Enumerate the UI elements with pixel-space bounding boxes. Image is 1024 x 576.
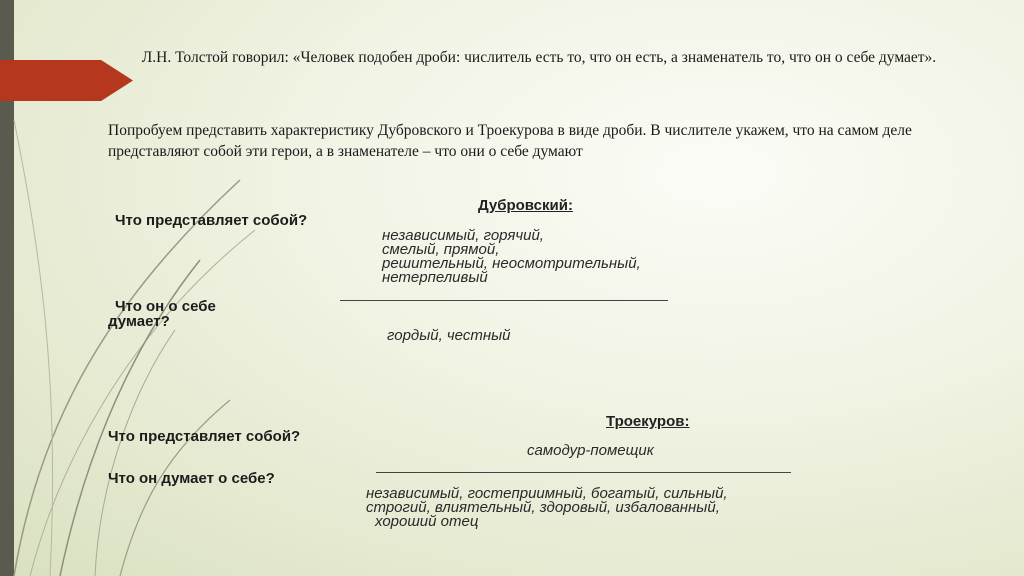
dubrovsky-question-2a: Что он о себе <box>115 298 216 315</box>
troekurov-numerator: самодур-помещик <box>527 442 654 459</box>
tolstoy-quote: Л.Н. Толстой говорил: «Человек подобен дроби: числитель есть то, что он есть, а знаменатель то, что он о себе думает». <box>141 49 937 66</box>
dubrovsky-numerator-4: нетерпеливый <box>382 269 488 286</box>
dubrovsky-denominator: гордый, честный <box>387 327 511 344</box>
intro-paragraph: Попробуем представить характеристику Дубровского и Троекурова в виде дроби. В числителе укажем, что на самом деле представляют собой эти герои, а в знаменателе – что они о себе думают <box>108 122 912 160</box>
troekurov-denominator-3: хороший отец <box>375 513 479 530</box>
dubrovsky-numerator-2: смелый, прямой, <box>382 241 500 258</box>
dubrovsky-title: Дубровский: <box>478 197 573 214</box>
troekurov-question-1: Что представляет собой? <box>108 428 301 445</box>
dubrovsky-numerator-3: решительный, неосмотрительный, <box>382 255 641 272</box>
troekurov-denominator-2: строгий, влиятельный, здоровый, избалованный, <box>366 499 720 516</box>
troekurov-title: Троекуров: <box>606 413 690 430</box>
troekurov-question-2: Что он думает о себе? <box>108 470 275 487</box>
dubrovsky-numerator-1: независимый, горячий, <box>382 227 544 244</box>
dubrovsky-question-1: Что представляет собой? <box>115 212 308 229</box>
troekurov-fraction-line <box>376 472 791 473</box>
dubrovsky-fraction-line <box>340 300 668 301</box>
dubrovsky-question-2b: думает? <box>108 313 170 330</box>
troekurov-denominator-1: независимый, гостеприимный, богатый, сильный, <box>366 485 728 502</box>
